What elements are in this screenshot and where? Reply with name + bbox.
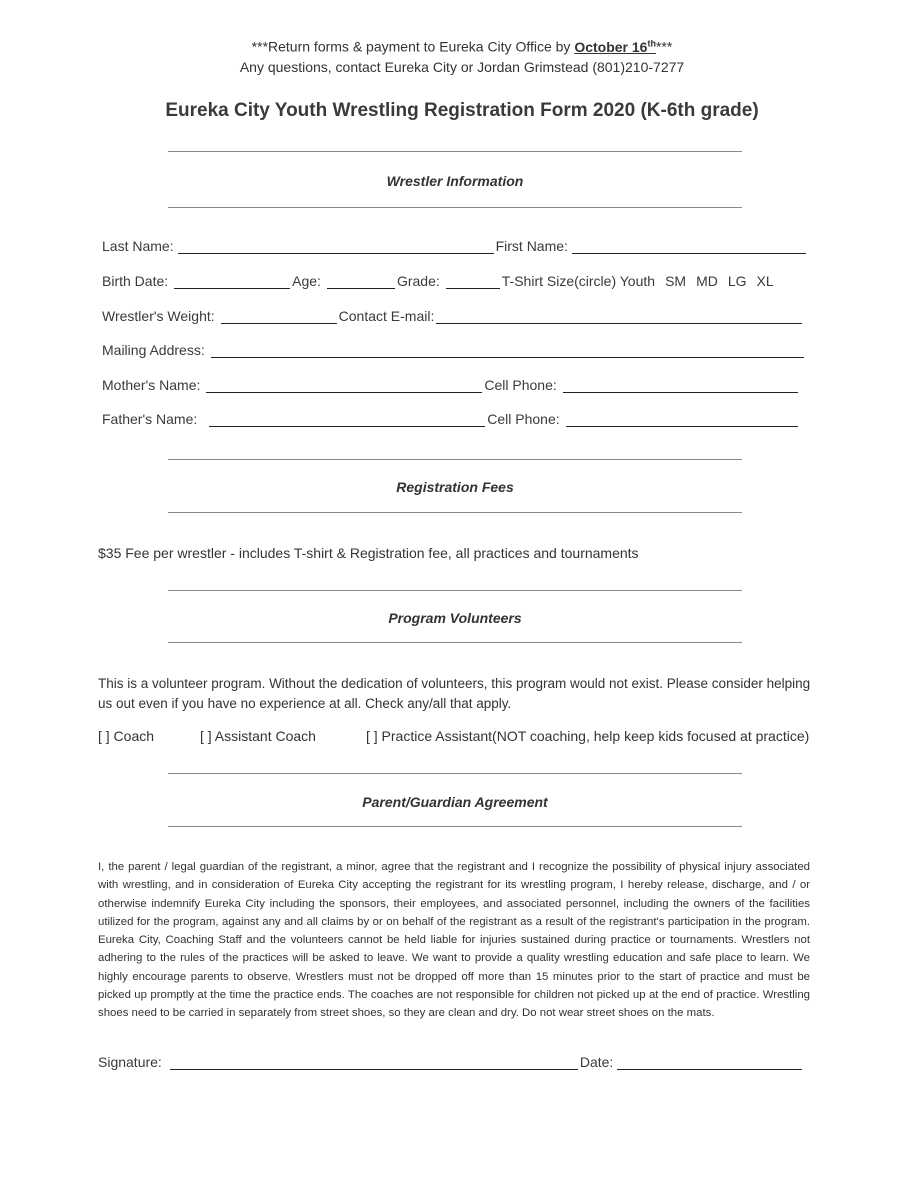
section-divider xyxy=(168,773,742,774)
tshirt-size-xl[interactable]: XL xyxy=(756,273,774,289)
signature-field[interactable] xyxy=(170,1055,578,1070)
fee-description: $35 Fee per wrestler - includes T-shirt & Registration fee, all practices and tournaments xyxy=(98,545,639,561)
father-name-label: Father's Name: xyxy=(102,411,198,427)
mother-cell-label: Cell Phone: xyxy=(484,377,557,393)
registration-fees-heading: Registration Fees xyxy=(396,479,514,495)
tshirt-size-lg[interactable]: LG xyxy=(727,273,747,289)
volunteers-heading: Program Volunteers xyxy=(388,610,522,626)
volunteer-description: This is a volunteer program. Without the dedication of volunteers, this program would not exist. Please consider helping us out even if you have no experience at all. Check any/all that apply. xyxy=(98,676,811,711)
grade-field[interactable] xyxy=(446,274,500,289)
tshirt-size-md[interactable]: MD xyxy=(696,273,718,289)
name-row xyxy=(102,238,808,254)
section-divider xyxy=(168,826,742,827)
first-name-field[interactable] xyxy=(572,239,806,254)
email-label: Contact E-mail: xyxy=(338,308,435,324)
date-label: Date: xyxy=(579,1054,614,1070)
section-divider xyxy=(168,207,742,208)
tshirt-size-label: T-Shirt Size(circle) Youth xyxy=(501,273,656,289)
contact-line: Any questions, contact Eureka City or Jordan Grimstead (801)210-7277 xyxy=(239,59,685,75)
signature-row xyxy=(98,1054,804,1070)
email-field[interactable] xyxy=(436,309,802,324)
tshirt-size-sm[interactable]: SM xyxy=(665,273,687,289)
section-divider xyxy=(168,459,742,460)
last-name-field[interactable] xyxy=(178,239,494,254)
age-label: Age: xyxy=(292,273,321,289)
mailing-address-label: Mailing Address: xyxy=(102,342,205,358)
section-divider xyxy=(168,590,742,591)
father-name-field[interactable] xyxy=(209,412,485,427)
father-cell-label: Cell Phone: xyxy=(487,411,560,427)
wrestler-info-heading: Wrestler Information xyxy=(386,173,524,189)
mother-name-label: Mother's Name: xyxy=(102,377,201,393)
mother-row xyxy=(102,377,808,393)
mother-cell-field[interactable] xyxy=(563,378,798,393)
agreement-text: I, the parent / legal guardian of the registrant, a minor, agree that the registrant and I recognize the possibility of physical injury associated with wrestling, and in consideration of Eureka City accepting the registrant for its wrestling program, I hereby release, discharge, and / or otherwise indemnify Eureka City including the sponsors, their employees, and associated personnel, including the owners of the facilities utilized for the program, against any and all claims by or on behalf of the registrant as a result of the registrant's participation in the program. Eureka City, Coaching Staff and the volunteers cannot be held liable for injuries sustained during practice or tournaments. Wrestlers not adhering to the rules of the practices will be asked to leave. We want to provide a quality wrestling education and safe place to learn. We highly encourage parents to observe. Wrestlers must not be dropped off more than 15 minutes prior to the start of practice and must be picked up promptly at the time the practice ends. The coaches are not responsible for children not picked up at the end of practice. Wrestling shoes need to be carried in separately from street shoes, so they are clean and dry. Do not wear street shoes on the mats. xyxy=(98,861,810,1020)
birth-age-grade-row xyxy=(102,273,808,289)
grade-label: Grade: xyxy=(396,273,440,289)
first-name-label: First Name: xyxy=(495,238,568,254)
address-row xyxy=(102,342,808,358)
section-divider xyxy=(168,512,742,513)
weight-email-row xyxy=(102,308,808,324)
mailing-address-field[interactable] xyxy=(211,343,804,358)
father-cell-field[interactable] xyxy=(566,412,798,427)
mother-name-field[interactable] xyxy=(206,378,482,393)
weight-field[interactable] xyxy=(221,309,337,324)
age-field[interactable] xyxy=(327,274,395,289)
section-divider xyxy=(168,151,742,152)
practice-assistant-checkbox[interactable]: [ ] Practice Assistant(NOT coaching, help keep kids focused at practice) xyxy=(366,728,810,744)
father-row xyxy=(102,411,808,427)
deadline-date: October 16th xyxy=(574,38,656,55)
weight-label: Wrestler's Weight: xyxy=(102,308,215,324)
section-divider xyxy=(168,642,742,643)
assistant-coach-checkbox[interactable]: [ ] Assistant Coach xyxy=(200,728,316,744)
last-name-label: Last Name: xyxy=(102,238,174,254)
birth-date-field[interactable] xyxy=(174,274,290,289)
date-field[interactable] xyxy=(617,1055,802,1070)
return-instructions: ***Return forms & payment to Eureka City Office by October 16th*** xyxy=(251,38,673,55)
form-title: Eureka City Youth Wrestling Registration Form 2020 (K-6th grade) xyxy=(165,100,759,121)
coach-checkbox[interactable]: [ ] Coach xyxy=(98,728,155,744)
signature-label: Signature: xyxy=(98,1054,162,1070)
birth-date-label: Birth Date: xyxy=(102,273,169,289)
agreement-heading: Parent/Guardian Agreement xyxy=(362,794,548,810)
